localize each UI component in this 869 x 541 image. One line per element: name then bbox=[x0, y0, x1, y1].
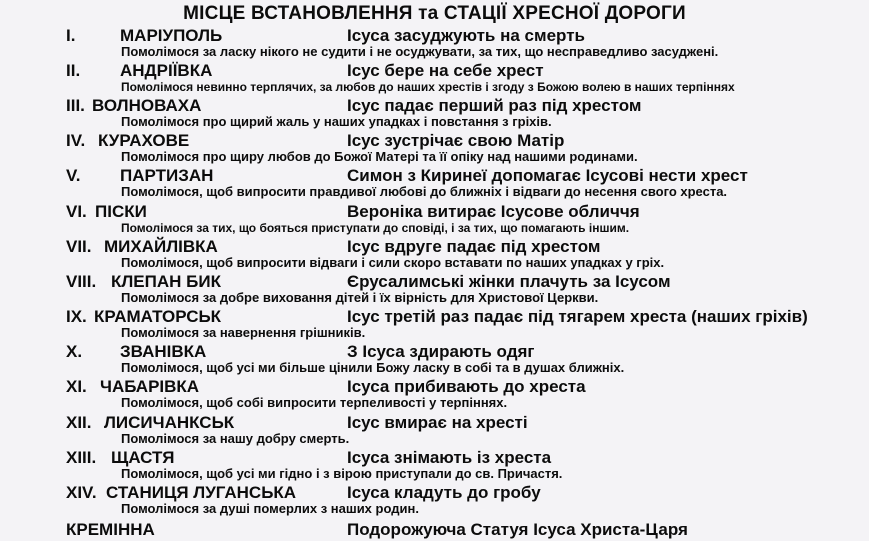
station-event: Ісуса кладуть до гробу bbox=[347, 483, 541, 502]
station-event: Ісус зустрічає свою Матір bbox=[347, 131, 565, 150]
station-12 bbox=[0, 413, 869, 448]
station-event: Ісус падає перший раз під хрестом bbox=[347, 96, 642, 115]
station-number: II. bbox=[66, 61, 81, 80]
station-number: XII. bbox=[66, 413, 92, 432]
station-11 bbox=[0, 377, 869, 412]
station-event: Ісус вмирає на хресті bbox=[347, 413, 528, 432]
station-place: КУРАХОВЕ bbox=[98, 131, 190, 150]
station-event: Ісус третій раз падає під тягарем хреста (наших гріхів) bbox=[347, 307, 808, 326]
station-place: ПАРТИЗАН bbox=[120, 166, 214, 185]
station-event: Ісуса засуджують на смерть bbox=[347, 26, 585, 45]
station-prayer: Помолімося про щирий жаль у наших упадках і повстання з гріхів. bbox=[121, 114, 552, 129]
station-place: ПІСКИ bbox=[95, 202, 147, 221]
station-number: V. bbox=[66, 166, 81, 185]
station-number: XI. bbox=[66, 377, 87, 396]
station-8 bbox=[0, 272, 869, 307]
station-place: МИХАЙЛІВКА bbox=[104, 237, 218, 256]
station-number: X. bbox=[66, 342, 83, 361]
station-3 bbox=[0, 96, 869, 131]
station-prayer: Помолімося, щоб випросити відваги і сили скоро вставати по наших упадках у гріх. bbox=[121, 255, 665, 270]
station-event: З Ісуса здирають одяг bbox=[347, 342, 535, 361]
station-prayer: Помолімося за тих, що бояться приступати до сповіді, і за тих, що помагають іншим. bbox=[121, 221, 630, 235]
station-prayer: Помолімося, щоб випросити правдивої любові до ближніх і відваги до несення свого хреста. bbox=[121, 184, 728, 199]
station-10 bbox=[0, 342, 869, 377]
final-event: Подорожуюча Статуя Ісуса Христа-Царя bbox=[347, 520, 688, 539]
station-14 bbox=[0, 483, 869, 518]
station-prayer: Помолімося за душі померлих з наших родин. bbox=[121, 501, 419, 516]
station-event: Ісуса прибивають до хреста bbox=[347, 377, 586, 396]
station-event: Ісус бере на себе хрест bbox=[347, 61, 544, 80]
station-prayer: Помолімося за навернення грішників. bbox=[121, 325, 366, 340]
station-place: ЩАСТЯ bbox=[111, 448, 175, 467]
station-4 bbox=[0, 131, 869, 166]
station-event: Ісуса знімають із хреста bbox=[347, 448, 552, 467]
station-number: IX. bbox=[66, 307, 87, 326]
station-prayer: Помолімося, щоб усі ми гідно і з вірою приступали до св. Причастя. bbox=[121, 466, 563, 481]
station-event: Симон з Киринеї допомагає Ісусові нести хрест bbox=[347, 166, 748, 185]
station-prayer: Помолімося за добре виховання дітей і їх вірність для Христової Церкви. bbox=[121, 290, 599, 305]
station-prayer: Помолімося невинно терплячих, за любов до наших хрестів і згоду з Божою волею в наших терпіннях bbox=[121, 80, 735, 94]
station-6 bbox=[0, 202, 869, 237]
station-place: ВОЛНОВАХА bbox=[92, 96, 202, 115]
station-prayer: Помолімося про щиру любов до Божої Матері та її опіку над нашими родинами. bbox=[121, 149, 638, 164]
station-number: IV. bbox=[66, 131, 86, 150]
station-place: ЧАБАРІВКА bbox=[100, 377, 200, 396]
station-place: КРАМАТОРСЬК bbox=[94, 307, 222, 326]
station-event: Вероніка витирає Ісусове обличчя bbox=[347, 202, 640, 221]
station-number: XIV. bbox=[66, 483, 97, 502]
station-place: СТАНИЦЯ ЛУГАНСЬКА bbox=[106, 483, 297, 502]
station-7 bbox=[0, 237, 869, 272]
station-place: МАРІУПОЛЬ bbox=[120, 26, 223, 45]
station-place: ЛИСИЧАНКСЬК bbox=[104, 413, 235, 432]
station-prayer: Помолімося, щоб усі ми більше цінили Божу ласку в собі та в душах ближніх. bbox=[121, 360, 625, 375]
station-number: III. bbox=[66, 96, 85, 115]
station-place: АНДРІЇВКА bbox=[120, 61, 213, 80]
station-number: VI. bbox=[66, 202, 87, 221]
station-9 bbox=[0, 307, 869, 342]
station-place: КЛЕПАН БИК bbox=[111, 272, 221, 291]
station-13 bbox=[0, 448, 869, 483]
station-prayer: Помолімося, щоб собі випросити терпеливості у терпіннях. bbox=[121, 395, 508, 410]
station-place: ЗВАНІВКА bbox=[120, 342, 207, 361]
station-5 bbox=[0, 166, 869, 201]
station-number: VII. bbox=[66, 237, 92, 256]
final-place: КРЕМІННА bbox=[66, 520, 155, 539]
station-event: Ісус вдруге падає під хрестом bbox=[347, 237, 601, 256]
station-2 bbox=[0, 61, 869, 96]
station-1 bbox=[0, 26, 869, 61]
final-station bbox=[0, 520, 869, 541]
station-number: XIII. bbox=[66, 448, 97, 467]
station-event: Єрусалимські жінки плачуть за Ісусом bbox=[347, 272, 671, 291]
station-prayer: Помолімося за ласку нікого не судити і не осуджувати, за тих, що несправедливо засуджені. bbox=[121, 44, 719, 59]
station-number: VIII. bbox=[66, 272, 97, 291]
page-title: МІСЦЕ ВСТАНОВЛЕННЯ та СТАЦІЇ ХРЕСНОЇ ДОРОГИ bbox=[183, 3, 686, 24]
station-number: I. bbox=[66, 26, 76, 45]
station-prayer: Помолімося за нашу добру смерть. bbox=[121, 431, 350, 446]
